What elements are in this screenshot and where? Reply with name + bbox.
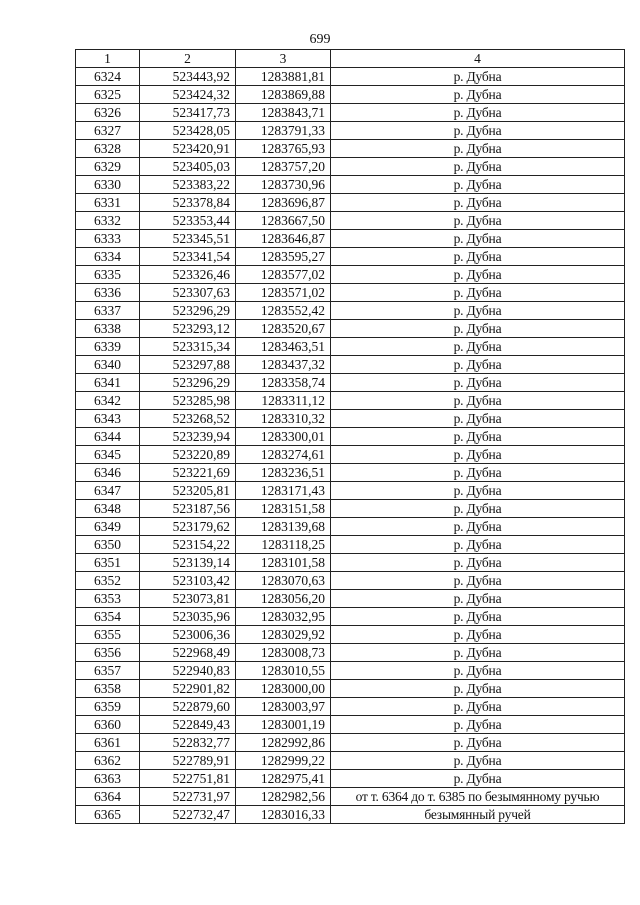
point-number-cell: 6324 xyxy=(76,68,140,86)
table-row xyxy=(76,86,625,104)
point-number-cell: 6346 xyxy=(76,464,140,482)
coordinate-x-cell: 522968,49 xyxy=(140,644,236,662)
coordinate-y-cell: 1283001,19 xyxy=(236,716,331,734)
point-number-cell: 6338 xyxy=(76,320,140,338)
description-cell: р. Дубна xyxy=(331,410,625,428)
point-number-cell: 6361 xyxy=(76,734,140,752)
table-row xyxy=(76,644,625,662)
coordinates-table xyxy=(75,49,625,824)
table-row xyxy=(76,284,625,302)
coordinate-y-cell: 1283791,33 xyxy=(236,122,331,140)
coordinate-y-cell: 1283730,96 xyxy=(236,176,331,194)
coordinate-x-cell: 522901,82 xyxy=(140,680,236,698)
point-number-cell: 6365 xyxy=(76,806,140,824)
description-cell: р. Дубна xyxy=(331,338,625,356)
coordinate-y-cell: 1283118,25 xyxy=(236,536,331,554)
table-body xyxy=(76,68,625,824)
point-number-cell: 6359 xyxy=(76,698,140,716)
coordinate-x-cell: 523307,63 xyxy=(140,284,236,302)
description-cell: р. Дубна xyxy=(331,626,625,644)
table-row xyxy=(76,104,625,122)
coordinate-x-cell: 523296,29 xyxy=(140,302,236,320)
point-number-cell: 6329 xyxy=(76,158,140,176)
coordinate-y-cell: 1282992,86 xyxy=(236,734,331,752)
point-number-cell: 6364 xyxy=(76,788,140,806)
coordinate-x-cell: 523326,46 xyxy=(140,266,236,284)
coordinate-y-cell: 1283552,42 xyxy=(236,302,331,320)
coordinate-y-cell: 1283881,81 xyxy=(236,68,331,86)
coordinate-x-cell: 523154,22 xyxy=(140,536,236,554)
coordinate-x-cell: 523443,92 xyxy=(140,68,236,86)
coordinate-x-cell: 523378,84 xyxy=(140,194,236,212)
coordinate-x-cell: 523179,62 xyxy=(140,518,236,536)
coordinate-x-cell: 523297,88 xyxy=(140,356,236,374)
description-cell: р. Дубна xyxy=(331,122,625,140)
coordinate-x-cell: 522940,83 xyxy=(140,662,236,680)
table-row xyxy=(76,554,625,572)
description-cell: р. Дубна xyxy=(331,446,625,464)
coordinate-y-cell: 1283843,71 xyxy=(236,104,331,122)
point-number-cell: 6335 xyxy=(76,266,140,284)
coordinate-y-cell: 1283311,12 xyxy=(236,392,331,410)
table-header xyxy=(76,50,625,68)
point-number-cell: 6353 xyxy=(76,590,140,608)
point-number-cell: 6355 xyxy=(76,626,140,644)
description-cell: р. Дубна xyxy=(331,266,625,284)
coordinate-y-cell: 1283646,87 xyxy=(236,230,331,248)
coordinate-y-cell: 1283577,02 xyxy=(236,266,331,284)
table-row xyxy=(76,140,625,158)
description-cell: р. Дубна xyxy=(331,428,625,446)
table-row xyxy=(76,608,625,626)
description-cell: р. Дубна xyxy=(331,716,625,734)
description-cell: р. Дубна xyxy=(331,158,625,176)
description-cell: р. Дубна xyxy=(331,194,625,212)
coordinate-y-cell: 1282982,56 xyxy=(236,788,331,806)
description-cell: р. Дубна xyxy=(331,752,625,770)
point-number-cell: 6327 xyxy=(76,122,140,140)
coordinate-y-cell: 1283595,27 xyxy=(236,248,331,266)
point-number-cell: 6337 xyxy=(76,302,140,320)
coordinate-x-cell: 522732,47 xyxy=(140,806,236,824)
description-cell: р. Дубна xyxy=(331,104,625,122)
coordinate-x-cell: 523220,89 xyxy=(140,446,236,464)
header-row xyxy=(76,50,625,68)
coordinate-x-cell: 523268,52 xyxy=(140,410,236,428)
coordinate-y-cell: 1283029,92 xyxy=(236,626,331,644)
point-number-cell: 6334 xyxy=(76,248,140,266)
description-cell: р. Дубна xyxy=(331,518,625,536)
description-cell: р. Дубна xyxy=(331,464,625,482)
table-row xyxy=(76,806,625,824)
point-number-cell: 6358 xyxy=(76,680,140,698)
description-cell: р. Дубна xyxy=(331,680,625,698)
coordinate-y-cell: 1283463,51 xyxy=(236,338,331,356)
point-number-cell: 6330 xyxy=(76,176,140,194)
page-number: 699 xyxy=(309,32,331,47)
point-number-cell: 6339 xyxy=(76,338,140,356)
table-row xyxy=(76,752,625,770)
coordinate-y-cell: 1283667,50 xyxy=(236,212,331,230)
coordinate-y-cell: 1283300,01 xyxy=(236,428,331,446)
table-row xyxy=(76,176,625,194)
point-number-cell: 6347 xyxy=(76,482,140,500)
table-row xyxy=(76,302,625,320)
description-cell: р. Дубна xyxy=(331,176,625,194)
coordinate-y-cell: 1283003,97 xyxy=(236,698,331,716)
coordinate-x-cell: 522789,91 xyxy=(140,752,236,770)
coordinate-y-cell: 1283101,58 xyxy=(236,554,331,572)
coordinate-y-cell: 1283171,43 xyxy=(236,482,331,500)
description-cell: р. Дубна xyxy=(331,770,625,788)
coordinate-x-cell: 523187,56 xyxy=(140,500,236,518)
coordinate-x-cell: 522849,43 xyxy=(140,716,236,734)
table-row xyxy=(76,428,625,446)
coordinate-y-cell: 1283869,88 xyxy=(236,86,331,104)
point-number-cell: 6354 xyxy=(76,608,140,626)
description-cell: р. Дубна xyxy=(331,590,625,608)
table-row xyxy=(76,788,625,806)
coordinate-x-cell: 523073,81 xyxy=(140,590,236,608)
coordinate-x-cell: 523428,05 xyxy=(140,122,236,140)
coordinate-x-cell: 523139,14 xyxy=(140,554,236,572)
table-row xyxy=(76,158,625,176)
point-number-cell: 6336 xyxy=(76,284,140,302)
table-row xyxy=(76,770,625,788)
coordinate-y-cell: 1283757,20 xyxy=(236,158,331,176)
description-cell: р. Дубна xyxy=(331,248,625,266)
coordinate-x-cell: 522731,97 xyxy=(140,788,236,806)
description-cell: р. Дубна xyxy=(331,356,625,374)
description-cell: р. Дубна xyxy=(331,392,625,410)
coordinate-y-cell: 1282999,22 xyxy=(236,752,331,770)
coordinate-y-cell: 1283070,63 xyxy=(236,572,331,590)
coordinate-x-cell: 523239,94 xyxy=(140,428,236,446)
description-cell: р. Дубна xyxy=(331,140,625,158)
description-cell: безымянный ручей xyxy=(331,806,625,824)
point-number-cell: 6331 xyxy=(76,194,140,212)
coordinate-y-cell: 1283032,95 xyxy=(236,608,331,626)
description-cell: р. Дубна xyxy=(331,662,625,680)
description-cell: р. Дубна xyxy=(331,554,625,572)
coordinate-y-cell: 1283139,68 xyxy=(236,518,331,536)
description-cell: р. Дубна xyxy=(331,68,625,86)
point-number-cell: 6345 xyxy=(76,446,140,464)
header-cell-4: 4 xyxy=(331,50,625,68)
header-cell-2: 2 xyxy=(140,50,236,68)
description-cell: р. Дубна xyxy=(331,500,625,518)
table-row xyxy=(76,212,625,230)
point-number-cell: 6328 xyxy=(76,140,140,158)
description-cell: от т. 6364 до т. 6385 по безымянному ручью xyxy=(331,788,625,806)
table-row xyxy=(76,716,625,734)
coordinate-x-cell: 523420,91 xyxy=(140,140,236,158)
coordinate-y-cell: 1283008,73 xyxy=(236,644,331,662)
coordinate-y-cell: 1283056,20 xyxy=(236,590,331,608)
coordinate-x-cell: 523341,54 xyxy=(140,248,236,266)
table-row xyxy=(76,590,625,608)
header-cell-3: 3 xyxy=(236,50,331,68)
coordinate-x-cell: 523006,36 xyxy=(140,626,236,644)
point-number-cell: 6340 xyxy=(76,356,140,374)
description-cell: р. Дубна xyxy=(331,608,625,626)
coordinate-y-cell: 1283765,93 xyxy=(236,140,331,158)
coordinate-y-cell: 1283151,58 xyxy=(236,500,331,518)
point-number-cell: 6332 xyxy=(76,212,140,230)
description-cell: р. Дубна xyxy=(331,302,625,320)
point-number-cell: 6360 xyxy=(76,716,140,734)
point-number-cell: 6342 xyxy=(76,392,140,410)
point-number-cell: 6352 xyxy=(76,572,140,590)
description-cell: р. Дубна xyxy=(331,284,625,302)
table-row xyxy=(76,536,625,554)
point-number-cell: 6341 xyxy=(76,374,140,392)
coordinate-x-cell: 523405,03 xyxy=(140,158,236,176)
coordinate-y-cell: 1283358,74 xyxy=(236,374,331,392)
coordinate-y-cell: 1283696,87 xyxy=(236,194,331,212)
description-cell: р. Дубна xyxy=(331,572,625,590)
point-number-cell: 6343 xyxy=(76,410,140,428)
coordinate-x-cell: 523293,12 xyxy=(140,320,236,338)
coordinate-x-cell: 523353,44 xyxy=(140,212,236,230)
table-row xyxy=(76,482,625,500)
table-row xyxy=(76,320,625,338)
point-number-cell: 6326 xyxy=(76,104,140,122)
table-row xyxy=(76,734,625,752)
description-cell: р. Дубна xyxy=(331,698,625,716)
coordinate-x-cell: 523417,73 xyxy=(140,104,236,122)
point-number-cell: 6362 xyxy=(76,752,140,770)
coordinate-y-cell: 1283310,32 xyxy=(236,410,331,428)
coordinate-y-cell: 1283520,67 xyxy=(236,320,331,338)
table-row xyxy=(76,230,625,248)
coordinate-x-cell: 522832,77 xyxy=(140,734,236,752)
table-row xyxy=(76,338,625,356)
coordinate-y-cell: 1283000,00 xyxy=(236,680,331,698)
table-row xyxy=(76,698,625,716)
description-cell: р. Дубна xyxy=(331,230,625,248)
description-cell: р. Дубна xyxy=(331,644,625,662)
description-cell: р. Дубна xyxy=(331,86,625,104)
table-row xyxy=(76,68,625,86)
description-cell: р. Дубна xyxy=(331,374,625,392)
coordinate-x-cell: 522879,60 xyxy=(140,698,236,716)
header-cell-1: 1 xyxy=(76,50,140,68)
table-row xyxy=(76,410,625,428)
point-number-cell: 6349 xyxy=(76,518,140,536)
coordinate-y-cell: 1283274,61 xyxy=(236,446,331,464)
coordinate-x-cell: 523285,98 xyxy=(140,392,236,410)
description-cell: р. Дубна xyxy=(331,212,625,230)
table-row xyxy=(76,662,625,680)
coordinate-x-cell: 523383,22 xyxy=(140,176,236,194)
table-row xyxy=(76,374,625,392)
table-row xyxy=(76,626,625,644)
table-row xyxy=(76,572,625,590)
table-row xyxy=(76,266,625,284)
coordinate-y-cell: 1283236,51 xyxy=(236,464,331,482)
coordinate-x-cell: 523424,32 xyxy=(140,86,236,104)
table-row xyxy=(76,680,625,698)
point-number-cell: 6350 xyxy=(76,536,140,554)
coordinate-y-cell: 1283571,02 xyxy=(236,284,331,302)
coordinate-y-cell: 1283437,32 xyxy=(236,356,331,374)
point-number-cell: 6325 xyxy=(76,86,140,104)
coordinate-y-cell: 1282975,41 xyxy=(236,770,331,788)
coordinate-x-cell: 523345,51 xyxy=(140,230,236,248)
point-number-cell: 6356 xyxy=(76,644,140,662)
point-number-cell: 6363 xyxy=(76,770,140,788)
table-row xyxy=(76,446,625,464)
coordinate-y-cell: 1283010,55 xyxy=(236,662,331,680)
table-row xyxy=(76,356,625,374)
description-cell: р. Дубна xyxy=(331,734,625,752)
coordinate-x-cell: 523221,69 xyxy=(140,464,236,482)
description-cell: р. Дубна xyxy=(331,536,625,554)
table-row xyxy=(76,122,625,140)
table-row xyxy=(76,194,625,212)
coordinate-y-cell: 1283016,33 xyxy=(236,806,331,824)
point-number-cell: 6357 xyxy=(76,662,140,680)
point-number-cell: 6348 xyxy=(76,500,140,518)
point-number-cell: 6333 xyxy=(76,230,140,248)
coordinate-x-cell: 523103,42 xyxy=(140,572,236,590)
coordinate-x-cell: 522751,81 xyxy=(140,770,236,788)
coordinate-x-cell: 523296,29 xyxy=(140,374,236,392)
coordinate-x-cell: 523205,81 xyxy=(140,482,236,500)
coordinate-x-cell: 523035,96 xyxy=(140,608,236,626)
point-number-cell: 6351 xyxy=(76,554,140,572)
table-row xyxy=(76,464,625,482)
point-number-cell: 6344 xyxy=(76,428,140,446)
description-cell: р. Дубна xyxy=(331,320,625,338)
table-row xyxy=(76,518,625,536)
coordinate-x-cell: 523315,34 xyxy=(140,338,236,356)
table-row xyxy=(76,392,625,410)
table-row xyxy=(76,248,625,266)
description-cell: р. Дубна xyxy=(331,482,625,500)
table-row xyxy=(76,500,625,518)
